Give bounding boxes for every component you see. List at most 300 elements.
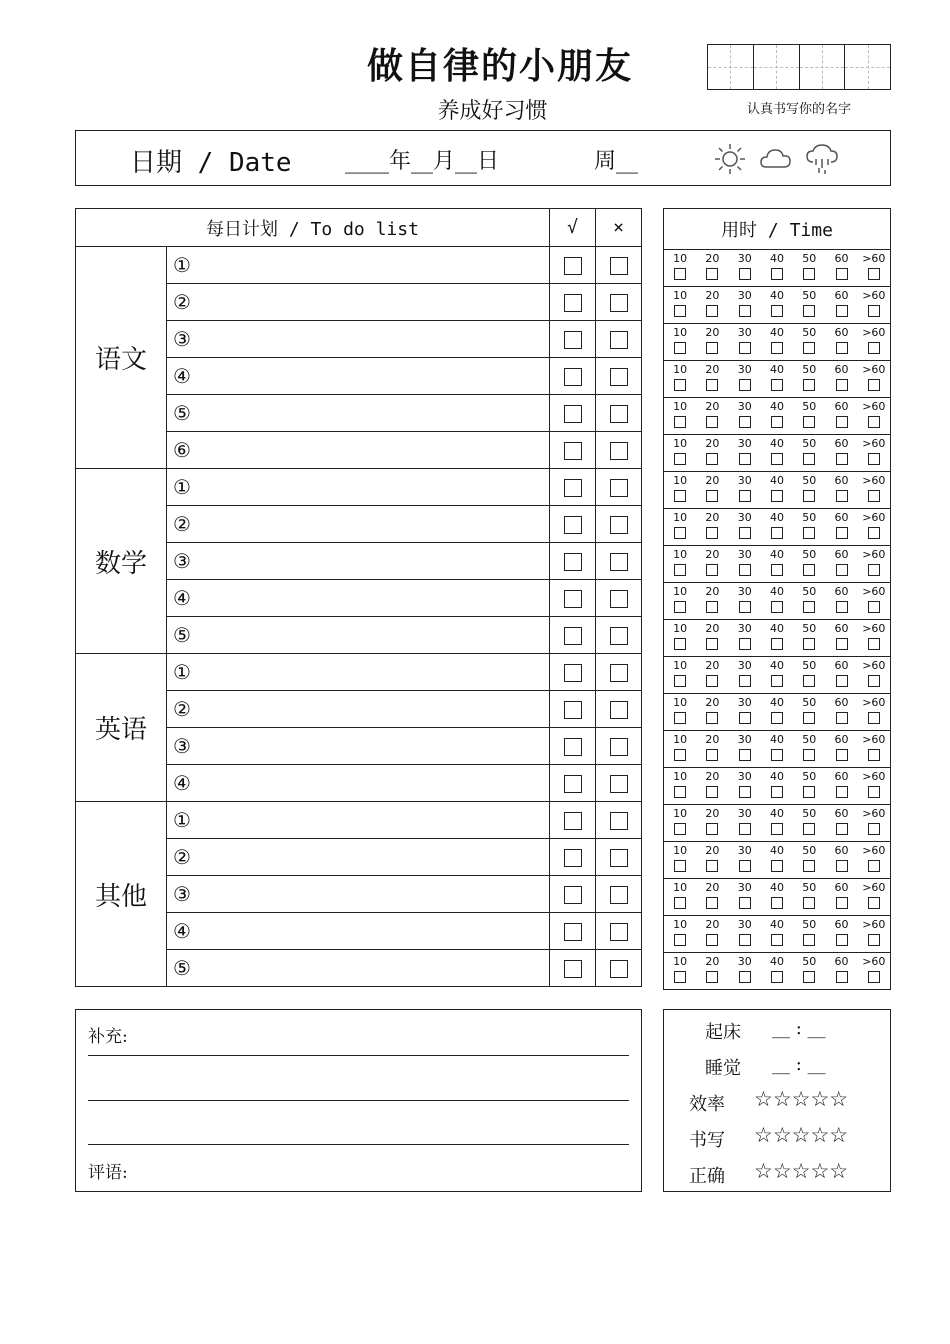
time-checkbox[interactable] — [706, 601, 718, 613]
time-option[interactable] — [858, 250, 890, 286]
time-option[interactable] — [761, 657, 793, 693]
time-option[interactable] — [761, 620, 793, 656]
time-checkbox[interactable] — [674, 749, 686, 761]
time-option[interactable] — [729, 916, 761, 952]
time-option[interactable] — [664, 620, 696, 656]
time-checkbox[interactable] — [771, 860, 783, 872]
time-option[interactable] — [729, 287, 761, 323]
time-checkbox[interactable] — [706, 416, 718, 428]
done-checkbox[interactable] — [564, 553, 582, 571]
time-option[interactable] — [793, 694, 825, 730]
time-option[interactable] — [729, 953, 761, 989]
time-checkbox[interactable] — [706, 786, 718, 798]
time-option[interactable] — [793, 731, 825, 767]
time-checkbox[interactable] — [739, 749, 751, 761]
time-option[interactable] — [664, 472, 696, 508]
time-checkbox[interactable] — [674, 675, 686, 687]
time-checkbox[interactable] — [868, 268, 880, 280]
time-checkbox[interactable] — [674, 527, 686, 539]
time-option[interactable] — [696, 324, 728, 360]
time-option[interactable] — [761, 472, 793, 508]
time-option[interactable] — [664, 953, 696, 989]
fail-checkbox[interactable] — [610, 442, 628, 460]
time-checkbox[interactable] — [674, 564, 686, 576]
time-checkbox[interactable] — [674, 786, 686, 798]
time-option[interactable] — [858, 879, 890, 915]
time-checkbox[interactable] — [771, 712, 783, 724]
time-option[interactable] — [696, 694, 728, 730]
time-checkbox[interactable] — [803, 416, 815, 428]
time-option[interactable] — [761, 953, 793, 989]
done-checkbox[interactable] — [564, 368, 582, 386]
time-option[interactable] — [729, 546, 761, 582]
time-checkbox[interactable] — [868, 527, 880, 539]
time-checkbox[interactable] — [674, 638, 686, 650]
done-checkbox[interactable] — [564, 960, 582, 978]
time-option[interactable] — [761, 287, 793, 323]
name-grid[interactable] — [707, 44, 891, 90]
time-option[interactable] — [729, 879, 761, 915]
time-option[interactable] — [761, 509, 793, 545]
task-item[interactable]: ⑤ — [167, 395, 550, 432]
time-checkbox[interactable] — [803, 786, 815, 798]
time-checkbox[interactable] — [836, 490, 848, 502]
time-option[interactable] — [793, 842, 825, 878]
time-option[interactable] — [664, 361, 696, 397]
time-option[interactable] — [761, 879, 793, 915]
task-item[interactable]: ① — [167, 469, 550, 506]
time-checkbox[interactable] — [803, 379, 815, 391]
task-item[interactable]: ② — [167, 839, 550, 876]
time-checkbox[interactable] — [803, 675, 815, 687]
time-option[interactable] — [664, 546, 696, 582]
time-checkbox[interactable] — [836, 416, 848, 428]
time-checkbox[interactable] — [771, 453, 783, 465]
time-option[interactable] — [825, 509, 857, 545]
time-checkbox[interactable] — [771, 342, 783, 354]
time-checkbox[interactable] — [739, 305, 751, 317]
time-option[interactable] — [858, 546, 890, 582]
time-option[interactable] — [793, 250, 825, 286]
done-checkbox[interactable] — [564, 479, 582, 497]
note-line[interactable] — [88, 1100, 629, 1101]
time-option[interactable] — [729, 435, 761, 471]
time-option[interactable] — [825, 879, 857, 915]
time-checkbox[interactable] — [868, 453, 880, 465]
time-option[interactable] — [858, 509, 890, 545]
time-checkbox[interactable] — [771, 564, 783, 576]
time-checkbox[interactable] — [836, 897, 848, 909]
time-option[interactable] — [664, 842, 696, 878]
time-checkbox[interactable] — [739, 564, 751, 576]
time-option[interactable] — [696, 916, 728, 952]
done-checkbox[interactable] — [564, 886, 582, 904]
time-checkbox[interactable] — [739, 342, 751, 354]
time-option[interactable] — [793, 805, 825, 841]
fail-checkbox[interactable] — [610, 257, 628, 275]
time-checkbox[interactable] — [803, 823, 815, 835]
fail-checkbox[interactable] — [610, 960, 628, 978]
fail-checkbox[interactable] — [610, 553, 628, 571]
time-checkbox[interactable] — [803, 934, 815, 946]
time-checkbox[interactable] — [739, 638, 751, 650]
time-checkbox[interactable] — [836, 379, 848, 391]
time-option[interactable] — [696, 620, 728, 656]
time-checkbox[interactable] — [706, 823, 718, 835]
fail-checkbox[interactable] — [610, 923, 628, 941]
time-option[interactable] — [825, 953, 857, 989]
time-option[interactable] — [696, 287, 728, 323]
fail-checkbox[interactable] — [610, 368, 628, 386]
name-cell[interactable] — [754, 45, 800, 89]
time-checkbox[interactable] — [836, 564, 848, 576]
time-option[interactable] — [793, 879, 825, 915]
time-option[interactable] — [696, 398, 728, 434]
time-checkbox[interactable] — [706, 490, 718, 502]
time-option[interactable] — [825, 620, 857, 656]
time-option[interactable] — [825, 287, 857, 323]
time-option[interactable] — [825, 546, 857, 582]
time-option[interactable] — [761, 583, 793, 619]
time-option[interactable] — [793, 472, 825, 508]
time-checkbox[interactable] — [868, 786, 880, 798]
fail-checkbox[interactable] — [610, 775, 628, 793]
fail-checkbox[interactable] — [610, 294, 628, 312]
time-checkbox[interactable] — [706, 897, 718, 909]
time-option[interactable] — [825, 657, 857, 693]
done-checkbox[interactable] — [564, 775, 582, 793]
time-option[interactable] — [825, 731, 857, 767]
time-checkbox[interactable] — [674, 860, 686, 872]
time-option[interactable] — [761, 842, 793, 878]
time-option[interactable] — [825, 361, 857, 397]
time-checkbox[interactable] — [706, 749, 718, 761]
task-item[interactable]: ⑤ — [167, 617, 550, 654]
time-checkbox[interactable] — [868, 416, 880, 428]
time-option[interactable] — [696, 361, 728, 397]
time-option[interactable] — [696, 583, 728, 619]
cloud-icon[interactable] — [759, 142, 793, 176]
time-checkbox[interactable] — [706, 305, 718, 317]
time-checkbox[interactable] — [706, 934, 718, 946]
time-option[interactable] — [858, 435, 890, 471]
task-item[interactable]: ④ — [167, 913, 550, 950]
time-option[interactable] — [761, 361, 793, 397]
done-checkbox[interactable] — [564, 405, 582, 423]
done-checkbox[interactable] — [564, 331, 582, 349]
time-checkbox[interactable] — [706, 712, 718, 724]
task-item[interactable]: ④ — [167, 580, 550, 617]
time-checkbox[interactable] — [836, 305, 848, 317]
time-checkbox[interactable] — [803, 712, 815, 724]
time-checkbox[interactable] — [868, 638, 880, 650]
name-cell[interactable] — [845, 45, 890, 89]
weekday-field[interactable]: 周__ — [594, 149, 639, 174]
time-option[interactable] — [825, 472, 857, 508]
time-checkbox[interactable] — [868, 379, 880, 391]
time-option[interactable] — [696, 546, 728, 582]
note-line[interactable] — [88, 1055, 629, 1056]
time-option[interactable] — [793, 953, 825, 989]
accuracy-stars[interactable]: ☆☆☆☆☆ — [754, 1159, 849, 1183]
time-option[interactable] — [858, 287, 890, 323]
time-checkbox[interactable] — [739, 897, 751, 909]
time-option[interactable] — [696, 842, 728, 878]
time-checkbox[interactable] — [706, 379, 718, 391]
time-option[interactable] — [761, 768, 793, 804]
task-item[interactable]: ① — [167, 247, 550, 284]
time-option[interactable] — [664, 694, 696, 730]
time-checkbox[interactable] — [868, 823, 880, 835]
task-item[interactable]: ③ — [167, 876, 550, 913]
time-checkbox[interactable] — [739, 453, 751, 465]
time-checkbox[interactable] — [674, 416, 686, 428]
time-option[interactable] — [664, 250, 696, 286]
task-item[interactable]: ④ — [167, 765, 550, 802]
time-checkbox[interactable] — [771, 490, 783, 502]
time-checkbox[interactable] — [674, 342, 686, 354]
done-checkbox[interactable] — [564, 257, 582, 275]
time-checkbox[interactable] — [868, 712, 880, 724]
time-checkbox[interactable] — [803, 268, 815, 280]
note-line[interactable] — [88, 1144, 629, 1145]
time-option[interactable] — [761, 435, 793, 471]
time-checkbox[interactable] — [771, 675, 783, 687]
time-checkbox[interactable] — [836, 675, 848, 687]
time-checkbox[interactable] — [771, 971, 783, 983]
time-checkbox[interactable] — [739, 823, 751, 835]
time-checkbox[interactable] — [771, 897, 783, 909]
done-checkbox[interactable] — [564, 627, 582, 645]
time-checkbox[interactable] — [706, 342, 718, 354]
time-checkbox[interactable] — [706, 860, 718, 872]
time-option[interactable] — [825, 435, 857, 471]
fail-checkbox[interactable] — [610, 664, 628, 682]
time-checkbox[interactable] — [771, 416, 783, 428]
time-checkbox[interactable] — [674, 823, 686, 835]
fail-checkbox[interactable] — [610, 516, 628, 534]
time-checkbox[interactable] — [836, 823, 848, 835]
time-option[interactable] — [858, 842, 890, 878]
time-option[interactable] — [858, 694, 890, 730]
time-option[interactable] — [825, 916, 857, 952]
time-checkbox[interactable] — [868, 564, 880, 576]
time-checkbox[interactable] — [706, 527, 718, 539]
writing-stars[interactable]: ☆☆☆☆☆ — [754, 1123, 849, 1147]
done-checkbox[interactable] — [564, 442, 582, 460]
time-option[interactable] — [729, 398, 761, 434]
time-checkbox[interactable] — [674, 712, 686, 724]
rain-icon[interactable] — [805, 142, 839, 176]
time-option[interactable] — [729, 657, 761, 693]
time-option[interactable] — [664, 398, 696, 434]
time-checkbox[interactable] — [836, 786, 848, 798]
fail-checkbox[interactable] — [610, 849, 628, 867]
time-checkbox[interactable] — [803, 860, 815, 872]
wake-time-field[interactable]: __ : __ — [772, 1018, 826, 1039]
time-checkbox[interactable] — [739, 416, 751, 428]
time-option[interactable] — [761, 916, 793, 952]
time-checkbox[interactable] — [706, 638, 718, 650]
time-option[interactable] — [664, 768, 696, 804]
time-checkbox[interactable] — [836, 601, 848, 613]
time-checkbox[interactable] — [836, 749, 848, 761]
time-option[interactable] — [696, 657, 728, 693]
time-option[interactable] — [761, 546, 793, 582]
name-cell[interactable] — [800, 45, 846, 89]
time-checkbox[interactable] — [706, 564, 718, 576]
task-item[interactable]: ① — [167, 802, 550, 839]
time-checkbox[interactable] — [674, 379, 686, 391]
time-option[interactable] — [696, 879, 728, 915]
time-checkbox[interactable] — [836, 342, 848, 354]
time-checkbox[interactable] — [739, 490, 751, 502]
time-checkbox[interactable] — [803, 638, 815, 650]
time-checkbox[interactable] — [739, 527, 751, 539]
time-option[interactable] — [696, 768, 728, 804]
time-checkbox[interactable] — [868, 305, 880, 317]
time-option[interactable] — [858, 657, 890, 693]
time-option[interactable] — [664, 805, 696, 841]
time-option[interactable] — [696, 953, 728, 989]
time-option[interactable] — [858, 916, 890, 952]
time-checkbox[interactable] — [674, 601, 686, 613]
time-option[interactable] — [729, 731, 761, 767]
time-option[interactable] — [729, 324, 761, 360]
time-checkbox[interactable] — [674, 971, 686, 983]
done-checkbox[interactable] — [564, 923, 582, 941]
time-checkbox[interactable] — [868, 897, 880, 909]
time-checkbox[interactable] — [803, 564, 815, 576]
time-checkbox[interactable] — [674, 934, 686, 946]
time-option[interactable] — [858, 768, 890, 804]
efficiency-stars[interactable]: ☆☆☆☆☆ — [754, 1087, 849, 1111]
time-option[interactable] — [664, 879, 696, 915]
time-option[interactable] — [825, 398, 857, 434]
time-checkbox[interactable] — [706, 268, 718, 280]
time-checkbox[interactable] — [706, 453, 718, 465]
fail-checkbox[interactable] — [610, 331, 628, 349]
time-option[interactable] — [793, 583, 825, 619]
time-checkbox[interactable] — [868, 675, 880, 687]
time-checkbox[interactable] — [868, 490, 880, 502]
task-item[interactable]: ③ — [167, 728, 550, 765]
time-option[interactable] — [729, 472, 761, 508]
done-checkbox[interactable] — [564, 590, 582, 608]
time-checkbox[interactable] — [739, 268, 751, 280]
task-item[interactable]: ② — [167, 691, 550, 728]
fail-checkbox[interactable] — [610, 590, 628, 608]
time-checkbox[interactable] — [868, 860, 880, 872]
time-option[interactable] — [858, 805, 890, 841]
time-option[interactable] — [696, 435, 728, 471]
time-option[interactable] — [729, 620, 761, 656]
time-checkbox[interactable] — [739, 601, 751, 613]
time-checkbox[interactable] — [868, 342, 880, 354]
time-option[interactable] — [696, 509, 728, 545]
time-option[interactable] — [696, 731, 728, 767]
time-option[interactable] — [664, 435, 696, 471]
time-checkbox[interactable] — [803, 527, 815, 539]
time-checkbox[interactable] — [674, 453, 686, 465]
time-option[interactable] — [793, 398, 825, 434]
time-checkbox[interactable] — [674, 305, 686, 317]
time-option[interactable] — [761, 731, 793, 767]
task-item[interactable]: ⑥ — [167, 432, 550, 469]
time-option[interactable] — [858, 953, 890, 989]
time-option[interactable] — [696, 250, 728, 286]
time-checkbox[interactable] — [706, 971, 718, 983]
time-option[interactable] — [696, 805, 728, 841]
time-option[interactable] — [793, 620, 825, 656]
time-option[interactable] — [858, 472, 890, 508]
time-option[interactable] — [729, 509, 761, 545]
time-checkbox[interactable] — [803, 749, 815, 761]
done-checkbox[interactable] — [564, 738, 582, 756]
sun-icon[interactable] — [713, 142, 747, 176]
time-checkbox[interactable] — [836, 860, 848, 872]
time-option[interactable] — [825, 694, 857, 730]
time-checkbox[interactable] — [674, 897, 686, 909]
task-item[interactable]: ③ — [167, 321, 550, 358]
time-option[interactable] — [729, 361, 761, 397]
time-option[interactable] — [761, 250, 793, 286]
sleep-time-field[interactable]: __ : __ — [772, 1054, 826, 1075]
time-option[interactable] — [825, 583, 857, 619]
time-option[interactable] — [729, 768, 761, 804]
time-checkbox[interactable] — [836, 638, 848, 650]
task-item[interactable]: ② — [167, 506, 550, 543]
time-checkbox[interactable] — [771, 638, 783, 650]
time-checkbox[interactable] — [739, 675, 751, 687]
date-field[interactable]: ____年__月__日 — [345, 149, 500, 174]
time-option[interactable] — [729, 250, 761, 286]
time-option[interactable] — [858, 620, 890, 656]
done-checkbox[interactable] — [564, 849, 582, 867]
done-checkbox[interactable] — [564, 812, 582, 830]
time-checkbox[interactable] — [739, 934, 751, 946]
time-option[interactable] — [664, 657, 696, 693]
time-option[interactable] — [858, 361, 890, 397]
fail-checkbox[interactable] — [610, 479, 628, 497]
done-checkbox[interactable] — [564, 701, 582, 719]
time-checkbox[interactable] — [836, 527, 848, 539]
time-checkbox[interactable] — [739, 379, 751, 391]
time-option[interactable] — [825, 768, 857, 804]
time-option[interactable] — [664, 324, 696, 360]
time-checkbox[interactable] — [674, 268, 686, 280]
time-option[interactable] — [825, 250, 857, 286]
time-option[interactable] — [825, 805, 857, 841]
time-checkbox[interactable] — [836, 934, 848, 946]
time-checkbox[interactable] — [771, 305, 783, 317]
time-option[interactable] — [793, 546, 825, 582]
time-checkbox[interactable] — [803, 971, 815, 983]
time-option[interactable] — [761, 694, 793, 730]
time-checkbox[interactable] — [771, 268, 783, 280]
time-checkbox[interactable] — [836, 453, 848, 465]
time-checkbox[interactable] — [803, 453, 815, 465]
time-option[interactable] — [664, 287, 696, 323]
time-option[interactable] — [729, 694, 761, 730]
time-checkbox[interactable] — [803, 305, 815, 317]
task-item[interactable]: ③ — [167, 543, 550, 580]
time-checkbox[interactable] — [674, 490, 686, 502]
time-checkbox[interactable] — [868, 749, 880, 761]
time-option[interactable] — [793, 916, 825, 952]
time-option[interactable] — [793, 324, 825, 360]
time-checkbox[interactable] — [739, 786, 751, 798]
